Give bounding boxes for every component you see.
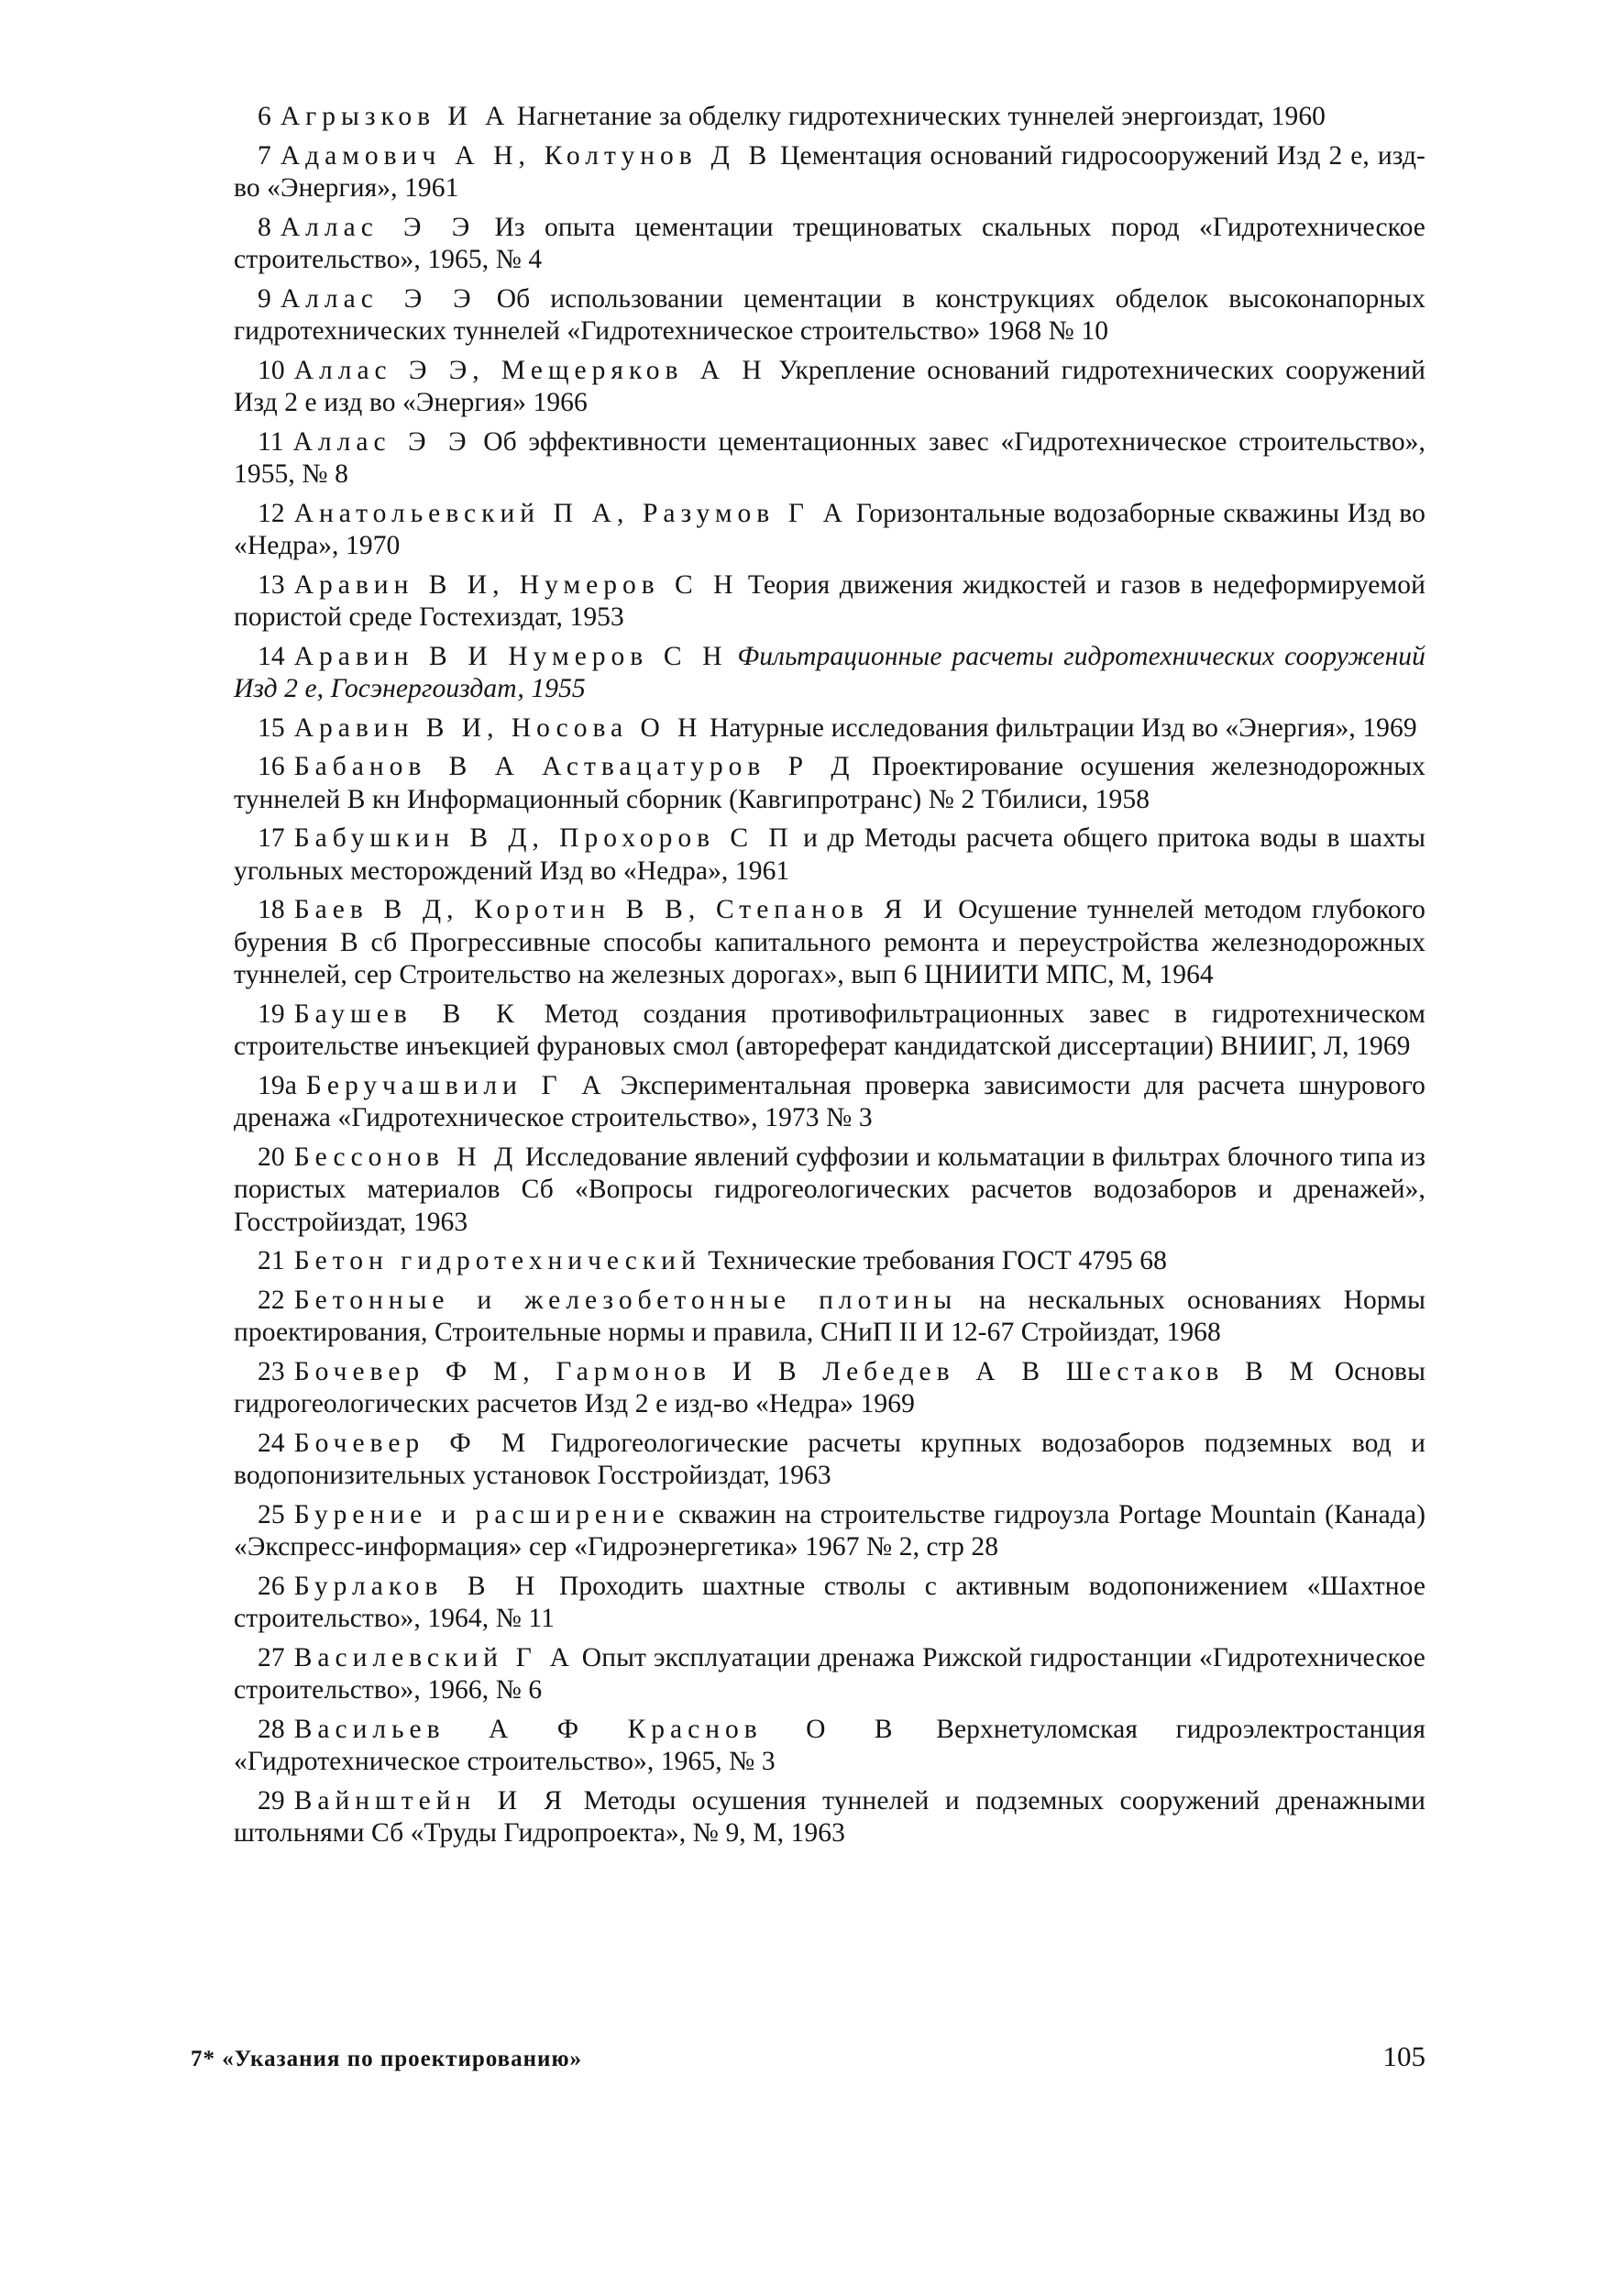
reference-number: 9 xyxy=(258,283,271,314)
reference-authors: Аллас Э Э xyxy=(280,283,477,314)
reference-number: 25 xyxy=(258,1499,285,1529)
reference-number: 15 xyxy=(258,712,285,743)
reference-number: 13 xyxy=(258,569,285,600)
footer-note: 7* «Указания по проектированию» xyxy=(191,2047,583,2071)
reference-text: Осушение туннелей методом глубокого бурения В сб Прогрессивные способы капитального ремонта и переустройства железнодорожных туннелей, сер Строительство на железных дорогах», вып 6 ЦНИИТИ МПС, М, 1964 xyxy=(234,895,1425,989)
reference-text: Исследование явлений суффозии и кольматации в фильтрах блочного типа из пористых материалов Сб «Вопросы гидрогеологических расчетов водозаборов и дренажей», Госстройиздат, 1963 xyxy=(234,1142,1425,1237)
reference-text: Технические требования ГОСТ 4795 68 xyxy=(708,1246,1167,1275)
reference-authors: Аравин В И, Нумеров С Н xyxy=(293,569,739,600)
reference-number: 29 xyxy=(258,1785,285,1816)
reference-number: 12 xyxy=(258,498,285,528)
reference-authors: Бессонов Н Д xyxy=(293,1142,519,1172)
reference-entry xyxy=(234,283,1425,348)
reference-text: Опыт эксплуатации дренажа Рижской гидростанции «Гидротехническое строительство», 1966, № 6 xyxy=(234,1642,1425,1705)
reference-authors: Аллас Э Э xyxy=(280,212,476,242)
reference-text: Метод создания противофильтрационных завес в гидротехническом строительстве инъекцией фурановых смол (автореферат кандидатской диссертации) ВНИИГ, Л, 1969 xyxy=(234,999,1425,1061)
reference-authors: Баев В Д, Коротин В В, Степанов Я И xyxy=(293,895,949,924)
reference-number: 26 xyxy=(258,1571,285,1601)
reference-authors: Бабанов В А Аствацатуров Р Д xyxy=(293,752,855,781)
reference-entry xyxy=(234,1070,1425,1135)
reference-entry xyxy=(234,1714,1425,1779)
reference-entry xyxy=(234,1785,1425,1850)
reference-number: 6 xyxy=(258,102,271,131)
reference-text: Об эффективности цементационных завес «Гидротехническое строительство», 1955, № 8 xyxy=(234,426,1425,489)
reference-entry xyxy=(234,751,1425,816)
reference-text: Методы осушения туннелей и подземных сооружений дренажными штольнями Сб «Труды Гидропроекта», № 9, М, 1963 xyxy=(234,1785,1425,1848)
reference-entry xyxy=(234,498,1425,563)
reference-entry xyxy=(234,822,1425,888)
reference-number: 21 xyxy=(258,1246,285,1275)
reference-text: Фильтрационные расчеты гидротехнических сооружений Изд 2 е, Госэнергоиздат, 1955 xyxy=(234,641,1426,703)
reference-authors: Бетонные и железобетонные плотины xyxy=(293,1285,958,1315)
reference-authors: Бочевер Ф М, Гармонов И В Лебедев А В Шестаков В М xyxy=(293,1356,1319,1386)
reference-text: Экспериментальная проверка зависимости для расчета шнурового дренажа «Гидротехническое строительство», 1973 № 3 xyxy=(234,1070,1426,1132)
reference-number: 8 xyxy=(258,212,271,242)
reference-text: Проходить шахтные стволы с активным водопонижением «Шахтное строительство», 1964, № 11 xyxy=(234,1571,1426,1633)
reference-entry xyxy=(234,1285,1425,1350)
reference-authors: Беручашвили Г А xyxy=(305,1070,607,1100)
reference-entry xyxy=(234,999,1425,1064)
reference-text: Нагнетание за обделку гидротехнических туннелей энергоиздат, 1960 xyxy=(516,102,1326,131)
reference-authors: Бурлаков В Н xyxy=(293,1571,541,1601)
reference-entry xyxy=(234,212,1425,277)
reference-authors: Васильев А Ф Краснов О В xyxy=(293,1714,898,1744)
reference-authors: Бабушкин В Д, Прохоров С П xyxy=(293,823,794,853)
reference-number: 7 xyxy=(258,140,271,171)
reference-entry xyxy=(234,355,1425,420)
reference-authors: Агрызков И А xyxy=(280,102,511,131)
reference-number: 11 xyxy=(258,426,284,457)
reference-entry xyxy=(234,1428,1425,1493)
bibliography-page xyxy=(234,101,1425,1857)
reference-entry xyxy=(234,1571,1425,1636)
reference-number: 28 xyxy=(258,1714,285,1744)
reference-entry xyxy=(234,641,1425,706)
reference-text: Гидрогеологические расчеты крупных водозаборов подземных вод и водопонизительных установок Госстройиздат, 1963 xyxy=(234,1428,1425,1490)
reference-authors: Аллас Э Э, Мещеряков А Н xyxy=(293,355,767,385)
reference-text: Из опыта цементации трещиноватых скальных пород «Гидротехническое строительство», 1965, № 4 xyxy=(234,212,1425,274)
reference-entry xyxy=(234,569,1425,635)
reference-text: Укрепление оснований гидротехнических сооружений Изд 2 е изд во «Энергия» 1966 xyxy=(234,355,1425,417)
reference-entry xyxy=(234,894,1425,992)
reference-text: Горизонтальные водозаборные скважины Изд во «Недра», 1970 xyxy=(234,498,1425,560)
reference-entry xyxy=(234,1356,1425,1421)
reference-authors: Вайнштейн И Я xyxy=(293,1785,568,1816)
page-footer xyxy=(191,2040,1425,2073)
reference-authors: Аравин В И, Носова О Н xyxy=(293,712,703,743)
reference-text: Натурные исследования фильтрации Изд во «Энергия», 1969 xyxy=(709,712,1417,743)
reference-number: 19а xyxy=(258,1070,297,1100)
reference-text: скважин на строительстве гидроузла Portage Mountain (Канада) «Экспресс-информация» сер «Гидроэнергетика» 1967 № 2, стр 28 xyxy=(234,1499,1425,1562)
reference-number: 18 xyxy=(258,895,285,924)
reference-number: 10 xyxy=(258,355,285,385)
reference-entry xyxy=(234,426,1425,491)
reference-number: 27 xyxy=(258,1642,285,1672)
reference-text: Цементация оснований гидросооружений Изд 2 е, изд-во «Энергия», 1961 xyxy=(234,140,1425,203)
reference-number: 14 xyxy=(258,641,285,671)
reference-number: 17 xyxy=(258,823,285,853)
reference-authors: Аравин В И Нумеров С Н xyxy=(293,641,728,671)
reference-entry xyxy=(234,1499,1425,1564)
reference-number: 20 xyxy=(258,1142,285,1172)
reference-text: Проектирование осушения железнодорожных туннелей В кн Информационный сборник (Кавгипротранс) № 2 Тбилиси, 1958 xyxy=(234,752,1425,814)
reference-number: 19 xyxy=(258,999,285,1029)
reference-text: Верхнетуломская гидроэлектростанция «Гидротехническое строительство», 1965, № 3 xyxy=(234,1714,1425,1776)
reference-authors: Василевский Г А xyxy=(293,1642,575,1672)
reference-authors: Адамович А Н, Колтунов Д В xyxy=(280,140,773,171)
reference-authors: Аллас Э Э xyxy=(292,426,472,457)
reference-entry xyxy=(234,101,1425,134)
reference-authors: Бетон гидротехнический xyxy=(293,1246,701,1275)
reference-number: 23 xyxy=(258,1356,285,1386)
reference-authors: Анатольевский П А, Разумов Г А xyxy=(293,498,848,528)
reference-number: 16 xyxy=(258,752,285,781)
reference-text: и др Методы расчета общего притока воды в шахты угольных месторождений Изд во «Недра», 1961 xyxy=(234,823,1425,886)
reference-entry xyxy=(234,712,1425,745)
reference-number: 22 xyxy=(258,1285,285,1315)
reference-text: Основы гидрогеологических расчетов Изд 2 е изд-во «Недра» 1969 xyxy=(234,1356,1425,1418)
reference-number: 24 xyxy=(258,1428,285,1458)
reference-authors: Бочевер Ф М xyxy=(293,1428,532,1458)
reference-entry xyxy=(234,140,1425,205)
reference-authors: Баушев В К xyxy=(293,999,520,1029)
reference-text: Об использовании цементации в конструкциях обделок высоконапорных гидротехнических туннелей «Гидротехническое строительство» 1968 № 10 xyxy=(234,283,1425,346)
reference-entry xyxy=(234,1245,1425,1278)
reference-entry xyxy=(234,1642,1425,1707)
reference-entry xyxy=(234,1142,1425,1240)
reference-text: Теория движения жидкостей и газов в недеформируемой пористой среде Гостехиздат, 1953 xyxy=(234,569,1425,632)
reference-text: на нескальных основаниях Нормы проектирования, Строительные нормы и правила, СНиП II И 12-67 Стройиздат, 1968 xyxy=(234,1285,1425,1347)
page-number: 105 xyxy=(1382,2040,1425,2072)
reference-authors: Бурение и расширение xyxy=(293,1499,670,1529)
